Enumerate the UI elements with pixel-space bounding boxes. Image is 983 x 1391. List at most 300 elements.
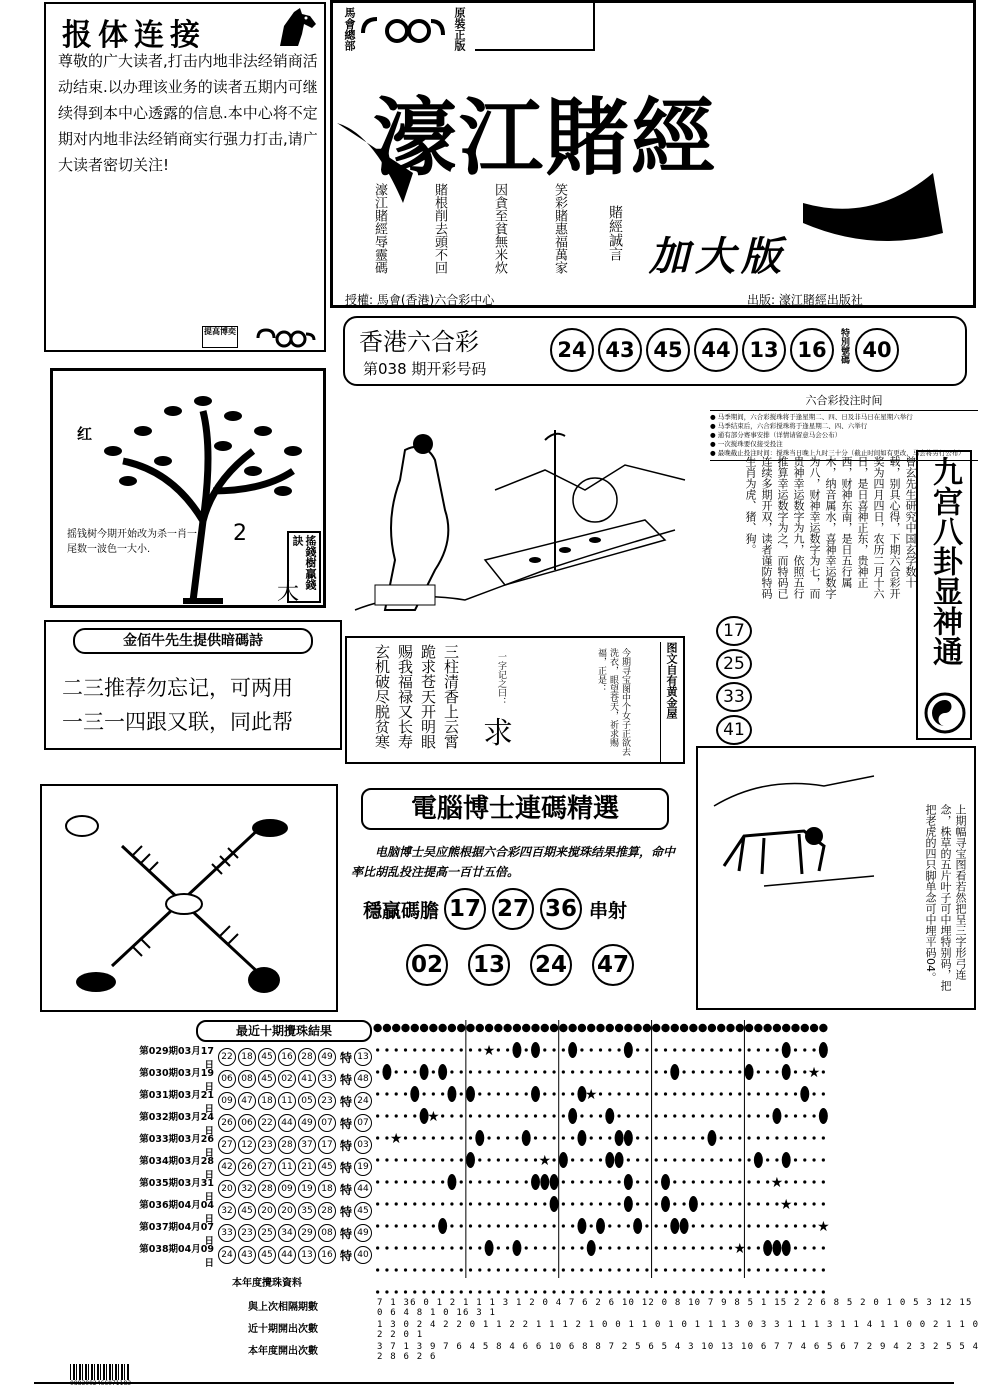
header-dot [485,1024,493,1032]
riddle-poem-line: 三柱清香上云霄 [442,644,460,749]
header-dot [373,1024,381,1032]
riddle-poem-line: 赐我福禄又长寿 [396,644,414,749]
empty-dot [525,1092,528,1095]
empty-dot [580,1246,583,1249]
row-number: 23 [238,1224,256,1242]
empty-dot [552,1048,555,1051]
special-marker: 特 [340,1248,353,1263]
empty-dot [571,1136,574,1139]
empty-dot [822,1246,825,1249]
empty-dot [404,1202,407,1205]
empty-dot [794,1268,797,1271]
empty-dot [413,1246,416,1249]
empty-dot [738,1268,741,1271]
empty-dot [794,1180,797,1183]
empty-dot [710,1114,713,1117]
hit-mark [782,1042,791,1058]
header-dot [383,1024,391,1032]
hit-mark [438,1064,447,1080]
empty-dot [543,1114,546,1117]
row-number: 26 [238,1158,256,1176]
empty-dot [692,1114,695,1117]
empty-dot [395,1202,398,1205]
empty-dot [794,1224,797,1227]
empty-dot [822,1092,825,1095]
header-dot [763,1024,771,1032]
empty-dot [710,1290,713,1293]
empty-dot [738,1114,741,1117]
hit-mark [382,1064,391,1080]
empty-dot [785,1114,788,1117]
stamp-badge [202,326,238,348]
row-special-number: 40 [354,1246,372,1264]
tree-char-number: 2 [233,521,247,546]
empty-dot [757,1202,760,1205]
empty-dot [757,1136,760,1139]
empty-dot [664,1070,667,1073]
empty-dot [608,1180,611,1183]
row-number: 20 [258,1202,276,1220]
sayings-title: 賭經誠言 [607,205,623,261]
empty-dot [794,1290,797,1293]
empty-dot [701,1180,704,1183]
empty-dot [747,1224,750,1227]
empty-dot [571,1158,574,1161]
empty-dot [692,1290,695,1293]
empty-dot [469,1224,472,1227]
special-star: ★ [427,1109,440,1125]
empty-dot [617,1092,620,1095]
header-dot [773,1024,781,1032]
empty-dot [590,1202,593,1205]
empty-dot [534,1202,537,1205]
empty-dot [460,1268,463,1271]
empty-dot [469,1136,472,1139]
row-number: 32 [218,1202,236,1220]
empty-dot [552,1136,555,1139]
empty-dot [534,1290,537,1293]
empty-dot [692,1246,695,1249]
empty-dot [636,1158,639,1161]
empty-dot [450,1048,453,1051]
hit-mark [624,1130,633,1146]
header-dot [643,1024,651,1032]
empty-dot [525,1070,528,1073]
empty-dot [376,1158,379,1161]
empty-dot [460,1224,463,1227]
row-number: 33 [318,1070,336,1088]
results-title: 最近十期攪珠結果 [196,1020,372,1042]
pick-ball: 17 [444,888,486,930]
empty-dot [701,1268,704,1271]
empty-dot [822,1202,825,1205]
empty-dot [682,1268,685,1271]
hit-mark [782,1064,791,1080]
empty-dot [822,1180,825,1183]
riddle-side: 图文自有黄金屋 [660,642,679,762]
empty-dot [720,1180,723,1183]
footer-line [34,1382,954,1384]
empty-dot [710,1048,713,1051]
empty-dot [766,1070,769,1073]
empty-dot [552,1246,555,1249]
row-number: 33 [218,1224,236,1242]
empty-dot [664,1158,667,1161]
hit-mark [772,1240,781,1256]
empty-dot [432,1202,435,1205]
row-number: 11 [278,1092,296,1110]
empty-dot [747,1268,750,1271]
empty-dot [822,1290,825,1293]
results-table [130,1020,374,1269]
special-star: ★ [779,1197,793,1213]
woman-praying-illustration [345,410,705,635]
empty-dot [515,1202,518,1205]
empty-dot [506,1114,509,1117]
empty-dot [497,1136,500,1139]
empty-dot [580,1290,583,1293]
hit-mark [466,1152,475,1168]
empty-dot [422,1202,425,1205]
empty-dot [413,1202,416,1205]
empty-dot [543,1202,546,1205]
empty-dot [404,1136,407,1139]
empty-dot [552,1158,555,1161]
empty-dot [775,1268,778,1271]
empty-dot [682,1092,685,1095]
special-marker: 特 [340,1072,353,1087]
empty-dot [775,1136,778,1139]
empty-dot [515,1268,518,1271]
empty-dot [720,1048,723,1051]
empty-dot [450,1202,453,1205]
header-dot [568,1024,576,1032]
empty-dot [590,1224,593,1227]
pick-ball: 47 [592,944,634,986]
header-dot [736,1024,744,1032]
empty-dot [506,1136,509,1139]
empty-dot [664,1224,667,1227]
row-number: 11 [278,1158,296,1176]
hit-mark [568,1042,577,1058]
empty-dot [515,1136,518,1139]
empty-dot [404,1048,407,1051]
empty-dot [543,1268,546,1271]
empty-dot [432,1268,435,1271]
doctor-text: 电脑博士吴应熊根据六合彩四百期来搅珠结果推算，命中率比胡乱投注提高一百廿五倍。 [351,845,676,879]
empty-dot [450,1158,453,1161]
empty-dot [571,1180,574,1183]
empty-dot [766,1290,769,1293]
empty-dot [534,1268,537,1271]
special-marker: 特 [340,1094,353,1109]
empty-dot [608,1268,611,1271]
empty-dot [497,1202,500,1205]
empty-dot [617,1048,620,1051]
hit-mark [522,1130,531,1146]
empty-dot [664,1290,667,1293]
empty-dot [590,1048,593,1051]
header-dot [726,1024,734,1032]
empty-dot [664,1136,667,1139]
empty-dot [682,1136,685,1139]
empty-dot [627,1290,630,1293]
empty-dot [729,1048,732,1051]
empty-dot [673,1092,676,1095]
saying-4: 笑彩賭惠福萬家 [552,183,567,274]
empty-dot [655,1158,658,1161]
empty-dot [404,1224,407,1227]
row-period: 第038期04月09日 [139,1244,214,1269]
dot-grid [373,1020,828,1280]
hit-mark [587,1240,596,1256]
license-text: 授權: 馬會(香港)六合彩中心 [345,293,495,307]
zodiac-box [40,784,338,1012]
empty-dot [766,1114,769,1117]
empty-dot [515,1290,518,1293]
empty-dot [599,1048,602,1051]
empty-dot [395,1158,398,1161]
header-dot [494,1024,502,1032]
empty-dot [729,1246,732,1249]
empty-dot [432,1070,435,1073]
empty-dot [376,1114,379,1117]
empty-dot [720,1246,723,1249]
empty-dot [794,1114,797,1117]
empty-dot [441,1246,444,1249]
row-number: 45 [318,1158,336,1176]
empty-dot [617,1290,620,1293]
pick-ball: 13 [468,944,510,986]
row-special-number: 24 [354,1092,372,1110]
empty-dot [766,1158,769,1161]
empty-dot [562,1114,565,1117]
empty-dot [543,1246,546,1249]
horse-icon [274,6,320,50]
empty-dot [552,1290,555,1293]
empty-dot [506,1180,509,1183]
empty-dot [803,1268,806,1271]
special-label: 特別號碼 [839,328,849,364]
empty-dot [376,1268,379,1271]
empty-dot [562,1070,565,1073]
row-special-number: 13 [354,1048,372,1066]
hit-mark [568,1108,577,1124]
doctor-title: 電腦博士連碼精選 [361,788,669,830]
empty-dot [534,1136,537,1139]
empty-dot [590,1136,593,1139]
masthead-box [330,0,976,308]
hit-mark [550,1174,559,1190]
empty-dot [525,1224,528,1227]
row-period: 第031期03月21日 [139,1090,214,1115]
empty-dot [803,1202,806,1205]
empty-dot [747,1048,750,1051]
side-title: 九宫八卦显神通 [927,456,962,666]
money-tree-badge: 搖錢樹贏錢訣 [287,531,321,603]
empty-dot [645,1070,648,1073]
empty-dot [608,1048,611,1051]
empty-dot [395,1246,398,1249]
row-special-number: 48 [354,1070,372,1088]
hit-mark [819,1108,828,1124]
hit-mark [661,1174,670,1190]
riddle-panel [345,636,685,764]
empty-dot [525,1114,528,1117]
rabbit-icon [66,816,98,836]
empty-dot [803,1136,806,1139]
row-special-number: 49 [354,1224,372,1242]
row-number: 29 [298,1224,316,1242]
row-number: 45 [258,1246,276,1264]
pick-ball: 36 [540,888,582,930]
special-star: ★ [817,1219,830,1235]
hit-mark [512,1042,521,1058]
header-dot [810,1024,818,1032]
hit-mark [680,1218,689,1234]
row-period: 第036期04月04日 [139,1200,214,1225]
empty-dot [747,1136,750,1139]
empty-dot [655,1180,658,1183]
header-dot [531,1024,539,1032]
empty-dot [497,1246,500,1249]
empty-dot [599,1158,602,1161]
header-dot [596,1024,604,1032]
empty-dot [785,1092,788,1095]
empty-dot [525,1290,528,1293]
stats-label: 本年度開出次數 [248,1346,318,1357]
empty-dot [469,1114,472,1117]
empty-dot [738,1180,741,1183]
row-number: 07 [318,1114,336,1132]
empty-dot [450,1114,453,1117]
empty-dot [738,1224,741,1227]
empty-dot [692,1180,695,1183]
empty-dot [701,1092,704,1095]
empty-dot [729,1136,732,1139]
empty-dot [571,1246,574,1249]
tiger-icon [76,972,116,992]
empty-dot [422,1136,425,1139]
empty-dot [422,1224,425,1227]
empty-dot [478,1180,481,1183]
empty-dot [404,1290,407,1293]
riddle-poem [373,644,459,749]
empty-dot [413,1114,416,1117]
tree-illustration [53,371,323,605]
table-row [130,1244,374,1269]
empty-dot [682,1158,685,1161]
empty-dot [720,1224,723,1227]
rules-line: ● 马季结束后，六合彩搅珠将于逢星期二、四、六举行 [710,422,868,430]
row-number: 06 [218,1070,236,1088]
empty-dot [395,1180,398,1183]
dragon-icon [248,967,280,993]
row-number: 49 [318,1048,336,1066]
empty-dot [747,1290,750,1293]
row-number: 41 [298,1070,316,1088]
row-number: 05 [298,1092,316,1110]
horseshoe-logo-icon [361,15,445,45]
header-dot [615,1024,623,1032]
empty-dot [682,1070,685,1073]
empty-dot [385,1136,388,1139]
row-number: 08 [238,1070,256,1088]
empty-dot [469,1048,472,1051]
empty-dot [525,1246,528,1249]
hit-mark [420,1064,429,1080]
special-star: ★ [584,1087,598,1103]
empty-dot [627,1246,630,1249]
hit-mark [707,1130,716,1146]
empty-dot [460,1290,463,1293]
hit-mark [475,1130,484,1146]
empty-dot [664,1268,667,1271]
hit-mark [624,1196,633,1212]
empty-dot [515,1114,518,1117]
row-period: 第030期03月19日 [139,1068,214,1093]
rules-line: ● 最晚截止投注时间：搅珠当日晚上九时三十分（截止时间如有更改，马会将另行公布） [710,449,965,457]
empty-dot [627,1224,630,1227]
empty-dot [478,1048,481,1051]
empty-dot [627,1158,630,1161]
empty-dot [608,1202,611,1205]
empty-dot [562,1290,565,1293]
empty-dot [460,1202,463,1205]
zodiac-illustration [42,786,336,1010]
empty-dot [738,1136,741,1139]
empty-dot [441,1048,444,1051]
empty-dot [385,1268,388,1271]
empty-dot [636,1114,639,1117]
empty-dot [701,1114,704,1117]
draw-ball: 13 [742,328,786,372]
empty-dot [673,1268,676,1271]
empty-dot [701,1048,704,1051]
empty-dot [655,1136,658,1139]
lucky-ball: 41 [716,715,752,745]
empty-dot [673,1048,676,1051]
row-number: 44 [278,1246,296,1264]
empty-dot [747,1114,750,1117]
empty-dot [822,1158,825,1161]
doctor-row-2 [403,944,637,986]
empty-dot [422,1268,425,1271]
empty-dot [460,1136,463,1139]
empty-dot [617,1180,620,1183]
empty-dot [441,1136,444,1139]
empty-dot [432,1290,435,1293]
row-special-number: 19 [354,1158,372,1176]
empty-dot [497,1158,500,1161]
empty-dot [571,1268,574,1271]
row-number: 28 [318,1202,336,1220]
hk-draw-box [343,316,967,386]
empty-dot [738,1070,741,1073]
empty-dot [478,1224,481,1227]
header-dot [466,1024,474,1032]
row-number: 45 [258,1070,276,1088]
empty-dot [766,1180,769,1183]
hit-mark [745,1064,754,1080]
empty-dot [552,1070,555,1073]
header-dot [624,1024,632,1032]
header-dot [671,1024,679,1032]
empty-dot [729,1180,732,1183]
empty-dot [729,1224,732,1227]
empty-dot [506,1246,509,1249]
empty-dot [562,1092,565,1095]
